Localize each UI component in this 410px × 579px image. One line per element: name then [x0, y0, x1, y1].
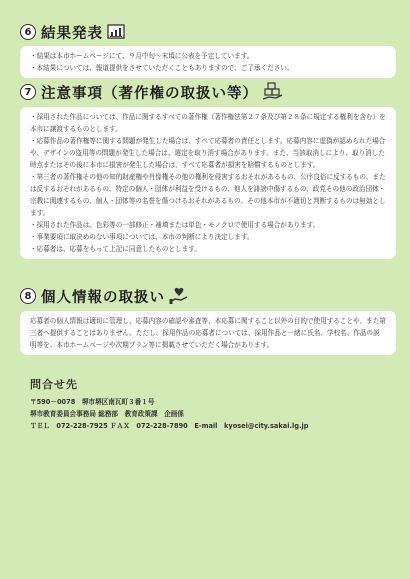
- hand-heart-icon: [169, 287, 189, 305]
- section-title: 注意事項（著作権の取扱い等）: [41, 85, 258, 102]
- section-privacy: [20, 284, 396, 355]
- list-item: ・応募作品の著作権等に関する問題が発生した場合は、すべて応募者の責任とします。応募内容に虚偽が認められた場合や、デザインの盗用等の問題が発生した場合は、選定を取り消す場合があります。また、当該取消しにより、取り消した時点またはその後に本市に損害が発生した場合は、すべて応募者が損害を賠償するものとします。: [30, 137, 386, 169]
- section-heading: [20, 284, 396, 308]
- section-title: 結果発表: [41, 25, 103, 42]
- list-item: ・応募者は、応募をもって上記に同意したものとします。: [30, 245, 201, 253]
- section-title: 個人情報の取扱い: [41, 289, 165, 306]
- list-item: ・結果は本市ホームページにて、９月中旬～末頃に公表を予定しています。: [30, 52, 254, 60]
- section-heading: [20, 80, 396, 104]
- section-number: 6: [20, 24, 36, 40]
- privacy-text: 応募者の個人情報は適切に管理し、応募内容の確認や審査等、本応募に関すること以外の目的で使用することや、また第三者へ提供することはありません。ただし、採用作品の応募者については、採用作品と一緒に氏名、学校名、作品の説明等を、本市ホームページや次期プラン等に掲載させていただく場合があります。: [30, 317, 386, 349]
- chart-board-icon: [107, 24, 125, 40]
- list-item: ・本結果については、報道提供をさせていただくこともありますので、ご了承ください。: [30, 64, 294, 72]
- list-item: ・採用された作品については、作品に関するすべての著作権（著作権法第２７条及び第２８条に規定する権利を含む）を本市に譲渡するものとします。: [30, 113, 386, 133]
- section-heading: [20, 20, 396, 44]
- list-item: ・採用された作品は、色彩等の一部修正・補填または単色・モノクロで使用する場合があります。: [30, 221, 320, 229]
- list-item: ・第三者の著作権その他の知的財産権や肖像権その他の権利を侵害するおそれがあるもの、公序良俗に反するもの、または反するおそれがあるもの、特定の個人・団体が利益を受けるもの、他人を誹謗中傷するもの、政党その他の政治団体・宗教に関連するもの、個人・団体等の名誉を傷つけるおそれがあるもの、その他本市が不適切と判断するものは無効とします。: [30, 173, 386, 217]
- section-results: [20, 20, 396, 78]
- contact-address: 〒590－0078 堺市堺区南瓦町３番１号: [30, 398, 155, 406]
- contact-block: [30, 376, 308, 432]
- contact-title: 問合せ先: [30, 378, 78, 391]
- privacy-box: [20, 311, 396, 355]
- notes-box: [20, 107, 396, 259]
- boxes-hand-icon: [262, 82, 284, 102]
- results-box: [20, 46, 396, 78]
- section-notes: [20, 80, 396, 259]
- contact-phone-email: ＴＥＬ 072-228-7925 ＦＡＸ 072-228-7890 E-mail kyosei@city.sakai.lg.jp: [30, 422, 309, 430]
- list-item: ・事業要項に取決めのない事項については、本市の判断により決定します。: [30, 233, 254, 241]
- contact-department: 堺市教育委員会事務局 総務部 教育政策課 企画係: [30, 410, 184, 418]
- section-number: 7: [20, 84, 36, 100]
- section-number: 8: [20, 288, 36, 304]
